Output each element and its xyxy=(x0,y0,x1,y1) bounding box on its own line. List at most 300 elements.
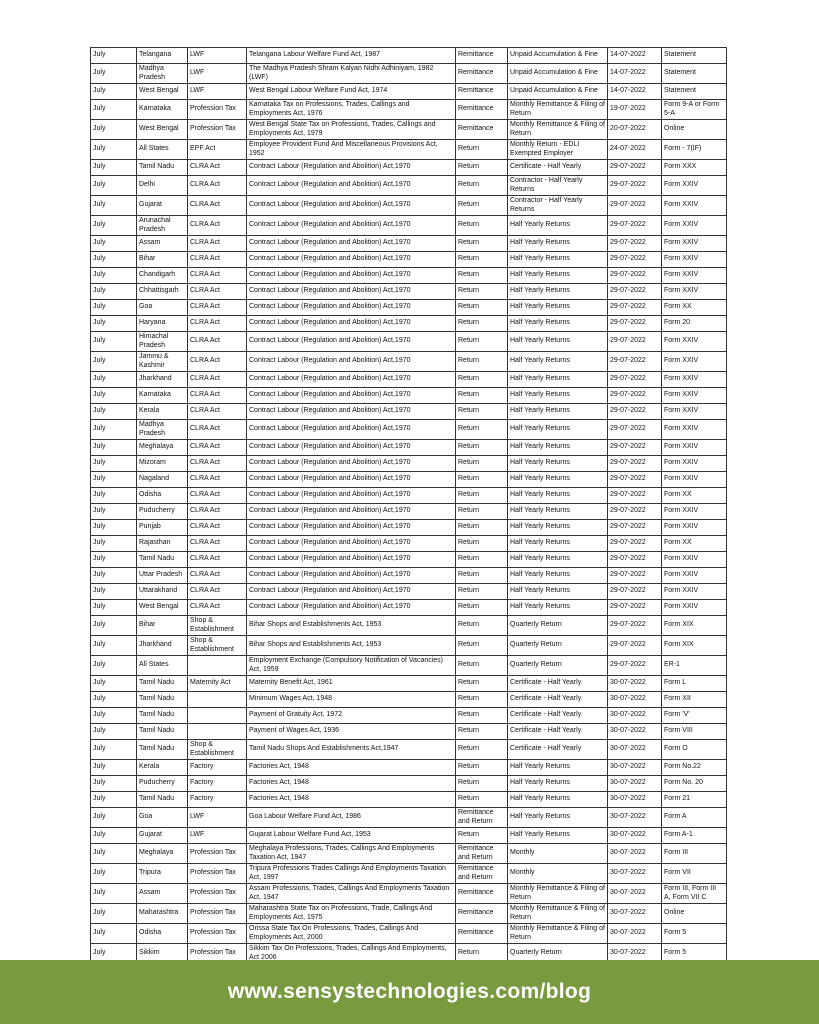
cell-act_category: Profession Tax xyxy=(188,924,247,944)
cell-compliance_type: Return xyxy=(456,520,508,536)
cell-act_category: CLRA Act xyxy=(188,420,247,440)
cell-act_name: Employment Exchange (Compulsory Notification of Vacancies) Act, 1959 xyxy=(247,656,456,676)
cell-act_name: Employee Provident Fund And Miscellaneous Provisions Act, 1952 xyxy=(247,140,456,160)
cell-description: Half Yearly Returns xyxy=(508,216,608,236)
cell-compliance_type: Return xyxy=(456,724,508,740)
cell-description: Contractor - Half Yearly Returns xyxy=(508,176,608,196)
cell-compliance_type: Return xyxy=(456,352,508,372)
cell-state: West Bengal xyxy=(137,120,188,140)
cell-state: Rajasthan xyxy=(137,536,188,552)
cell-act_category: Shop & Establishment xyxy=(188,740,247,760)
table-row xyxy=(91,656,727,676)
cell-description: Monthly Remittance & Filing of Return xyxy=(508,904,608,924)
cell-month: July xyxy=(91,904,137,924)
cell-month: July xyxy=(91,504,137,520)
cell-description: Quarterly Return xyxy=(508,656,608,676)
cell-due_date: 30-07-2022 xyxy=(608,924,662,944)
cell-month: July xyxy=(91,300,137,316)
cell-compliance_type: Return xyxy=(456,160,508,176)
cell-act_name: Contract Labour (Regulation and Abolition) Act,1970 xyxy=(247,196,456,216)
cell-compliance_type: Return xyxy=(456,488,508,504)
cell-compliance_type: Return xyxy=(456,268,508,284)
cell-form: Form A-1 xyxy=(662,828,727,844)
cell-state: Mizoram xyxy=(137,456,188,472)
cell-description: Quarterly Return xyxy=(508,616,608,636)
cell-act_name: Contract Labour (Regulation and Abolition) Act,1970 xyxy=(247,300,456,316)
table-row xyxy=(91,332,727,352)
cell-state: Jharkhand xyxy=(137,372,188,388)
cell-description: Half Yearly Returns xyxy=(508,568,608,584)
cell-description: Monthly xyxy=(508,864,608,884)
cell-act_category: Profession Tax xyxy=(188,844,247,864)
cell-act_category: CLRA Act xyxy=(188,352,247,372)
cell-act_category: LWF xyxy=(188,48,247,64)
cell-due_date: 29-07-2022 xyxy=(608,488,662,504)
cell-description: Half Yearly Returns xyxy=(508,828,608,844)
cell-compliance_type: Return xyxy=(456,568,508,584)
cell-compliance_type: Return xyxy=(456,828,508,844)
cell-due_date: 29-07-2022 xyxy=(608,216,662,236)
cell-month: July xyxy=(91,828,137,844)
cell-act_category: Factory xyxy=(188,760,247,776)
cell-state: Tamil Nadu xyxy=(137,740,188,760)
cell-due_date: 29-07-2022 xyxy=(608,656,662,676)
cell-description: Unpaid Accumulation & Fine xyxy=(508,64,608,84)
cell-compliance_type: Return xyxy=(456,140,508,160)
table-row xyxy=(91,708,727,724)
cell-state: All States xyxy=(137,656,188,676)
table-row xyxy=(91,616,727,636)
table-row xyxy=(91,216,727,236)
cell-compliance_type: Remittance xyxy=(456,904,508,924)
cell-form: Form XXIV xyxy=(662,216,727,236)
cell-act_category: Factory xyxy=(188,792,247,808)
cell-act_category: CLRA Act xyxy=(188,440,247,456)
cell-act_category xyxy=(188,692,247,708)
cell-due_date: 29-07-2022 xyxy=(608,196,662,216)
cell-due_date: 29-07-2022 xyxy=(608,404,662,420)
cell-compliance_type: Remittance xyxy=(456,884,508,904)
cell-form: Form - 7(IF) xyxy=(662,140,727,160)
cell-act_name: Maharashtra State Tax on Professions, Trade, Callings And Employments Act, 1975 xyxy=(247,904,456,924)
cell-act_name: Contract Labour (Regulation and Abolition) Act,1970 xyxy=(247,552,456,568)
cell-act_category: Profession Tax xyxy=(188,884,247,904)
cell-state: Nagaland xyxy=(137,472,188,488)
cell-compliance_type: Return xyxy=(456,552,508,568)
cell-state: Tamil Nadu xyxy=(137,552,188,568)
table-row xyxy=(91,520,727,536)
cell-act_name: The Madhya Pradesh Shram Kalyan Nidhi Adhiniyam, 1982 (LWF) xyxy=(247,64,456,84)
table-row xyxy=(91,100,727,120)
cell-description: Half Yearly Returns xyxy=(508,808,608,828)
cell-act_category: Shop & Establishment xyxy=(188,616,247,636)
cell-state: Karnataka xyxy=(137,100,188,120)
cell-month: July xyxy=(91,520,137,536)
table-row xyxy=(91,64,727,84)
cell-state: Jammu & Kashmir xyxy=(137,352,188,372)
cell-form: Form 21 xyxy=(662,792,727,808)
cell-state: Punjab xyxy=(137,520,188,536)
cell-form: Form XXIV xyxy=(662,252,727,268)
cell-month: July xyxy=(91,584,137,600)
table-row xyxy=(91,84,727,100)
cell-act_category: CLRA Act xyxy=(188,520,247,536)
cell-state: Tamil Nadu xyxy=(137,792,188,808)
cell-description: Half Yearly Returns xyxy=(508,440,608,456)
cell-act_category: Profession Tax xyxy=(188,904,247,924)
cell-act_category: Profession Tax xyxy=(188,944,247,964)
cell-compliance_type: Return xyxy=(456,216,508,236)
table-row xyxy=(91,884,727,904)
cell-act_category: CLRA Act xyxy=(188,600,247,616)
cell-form: Form XX xyxy=(662,488,727,504)
cell-state: Sikkim xyxy=(137,944,188,964)
cell-compliance_type: Return xyxy=(456,404,508,420)
cell-act_name: Tamil Nadu Shops And Establishments Act,1947 xyxy=(247,740,456,760)
table-row xyxy=(91,456,727,472)
cell-description: Monthly Return - EDLI Exempted Employer xyxy=(508,140,608,160)
cell-compliance_type: Remittance xyxy=(456,120,508,140)
cell-due_date: 29-07-2022 xyxy=(608,636,662,656)
cell-compliance_type: Remittance xyxy=(456,64,508,84)
cell-form: Form No. 20 xyxy=(662,776,727,792)
cell-month: July xyxy=(91,252,137,268)
cell-act_category: CLRA Act xyxy=(188,584,247,600)
cell-state: Tamil Nadu xyxy=(137,676,188,692)
cell-description: Half Yearly Returns xyxy=(508,316,608,332)
cell-due_date: 30-07-2022 xyxy=(608,904,662,924)
cell-act_name: Factories Act, 1948 xyxy=(247,760,456,776)
cell-description: Monthly Remittance & Filing of Return xyxy=(508,100,608,120)
cell-state: Himachal Pradesh xyxy=(137,332,188,352)
cell-compliance_type: Return xyxy=(456,316,508,332)
cell-state: Meghalaya xyxy=(137,440,188,456)
cell-due_date: 30-07-2022 xyxy=(608,676,662,692)
cell-act_name: Meghalaya Professions, Trades, Callings And Employments Taxation Act, 1947 xyxy=(247,844,456,864)
cell-month: July xyxy=(91,48,137,64)
cell-form: Form XXIV xyxy=(662,236,727,252)
cell-compliance_type: Return xyxy=(456,300,508,316)
cell-compliance_type: Return xyxy=(456,760,508,776)
cell-due_date: 30-07-2022 xyxy=(608,692,662,708)
cell-act_name: Contract Labour (Regulation and Abolition) Act,1970 xyxy=(247,252,456,268)
cell-month: July xyxy=(91,352,137,372)
cell-state: Karnataka xyxy=(137,388,188,404)
cell-due_date: 29-07-2022 xyxy=(608,160,662,176)
cell-form: Form 5 xyxy=(662,924,727,944)
cell-state: Telangana xyxy=(137,48,188,64)
table-row xyxy=(91,236,727,252)
cell-month: July xyxy=(91,708,137,724)
cell-compliance_type: Return xyxy=(456,600,508,616)
cell-description: Half Yearly Returns xyxy=(508,456,608,472)
cell-act_name: Contract Labour (Regulation and Abolition) Act,1970 xyxy=(247,420,456,440)
cell-form: Statement xyxy=(662,84,727,100)
cell-state: Tamil Nadu xyxy=(137,724,188,740)
cell-state: Odisha xyxy=(137,488,188,504)
cell-state: Gujarat xyxy=(137,828,188,844)
table-row xyxy=(91,724,727,740)
table-row xyxy=(91,740,727,760)
cell-state: Assam xyxy=(137,236,188,252)
cell-state: Arunachal Pradesh xyxy=(137,216,188,236)
cell-description: Half Yearly Returns xyxy=(508,268,608,284)
cell-compliance_type: Return xyxy=(456,692,508,708)
cell-month: July xyxy=(91,740,137,760)
cell-state: Delhi xyxy=(137,176,188,196)
cell-form: Form III, Form III A, Form VII C xyxy=(662,884,727,904)
cell-form: Form 'V' xyxy=(662,708,727,724)
cell-due_date: 29-07-2022 xyxy=(608,316,662,332)
table-row xyxy=(91,552,727,568)
cell-state: West Bengal xyxy=(137,84,188,100)
cell-compliance_type: Return xyxy=(456,440,508,456)
cell-due_date: 30-07-2022 xyxy=(608,944,662,964)
cell-state: Meghalaya xyxy=(137,844,188,864)
cell-act_category: Maternity Act xyxy=(188,676,247,692)
cell-compliance_type: Remittance xyxy=(456,924,508,944)
cell-state: All States xyxy=(137,140,188,160)
cell-act_name: Contract Labour (Regulation and Abolition) Act,1970 xyxy=(247,316,456,332)
cell-compliance_type: Return xyxy=(456,708,508,724)
cell-act_category: LWF xyxy=(188,64,247,84)
cell-form: Form XXIV xyxy=(662,352,727,372)
cell-act_category: CLRA Act xyxy=(188,404,247,420)
cell-act_name: Minimum Wages Act, 1948 xyxy=(247,692,456,708)
cell-month: July xyxy=(91,100,137,120)
cell-description: Half Yearly Returns xyxy=(508,236,608,252)
cell-form: Form O xyxy=(662,740,727,760)
cell-form: Form XXX xyxy=(662,160,727,176)
cell-act_category: LWF xyxy=(188,84,247,100)
cell-form: Form 5 xyxy=(662,944,727,964)
cell-description: Quarterly Return xyxy=(508,636,608,656)
cell-act_category: CLRA Act xyxy=(188,160,247,176)
table-row xyxy=(91,760,727,776)
cell-month: July xyxy=(91,196,137,216)
cell-compliance_type: Remittance and Return xyxy=(456,808,508,828)
table-row xyxy=(91,268,727,284)
cell-month: July xyxy=(91,488,137,504)
cell-description: Half Yearly Returns xyxy=(508,404,608,420)
cell-act_category: CLRA Act xyxy=(188,332,247,352)
cell-month: July xyxy=(91,284,137,300)
cell-description: Half Yearly Returns xyxy=(508,388,608,404)
table-row xyxy=(91,776,727,792)
table-row xyxy=(91,792,727,808)
cell-form: Form XXIV xyxy=(662,404,727,420)
cell-act_name: Contract Labour (Regulation and Abolition) Act,1970 xyxy=(247,284,456,300)
cell-form: Form XXIV xyxy=(662,196,727,216)
cell-month: July xyxy=(91,176,137,196)
cell-month: July xyxy=(91,616,137,636)
cell-act_name: Gujarat Labour Welfare Fund Act, 1953 xyxy=(247,828,456,844)
cell-form: Form XIX xyxy=(662,616,727,636)
cell-due_date: 30-07-2022 xyxy=(608,792,662,808)
cell-act_name: West Bengal State Tax on Professions, Trades, Callings and Employments Act, 1979 xyxy=(247,120,456,140)
cell-form: Statement xyxy=(662,64,727,84)
cell-description: Half Yearly Returns xyxy=(508,420,608,440)
cell-form: Form XXIV xyxy=(662,388,727,404)
cell-form: Form XX xyxy=(662,300,727,316)
table-row xyxy=(91,440,727,456)
cell-month: July xyxy=(91,724,137,740)
cell-month: July xyxy=(91,316,137,332)
cell-compliance_type: Return xyxy=(456,584,508,600)
cell-due_date: 29-07-2022 xyxy=(608,600,662,616)
cell-description: Half Yearly Returns xyxy=(508,776,608,792)
cell-act_category: LWF xyxy=(188,828,247,844)
cell-description: Half Yearly Returns xyxy=(508,488,608,504)
table-row xyxy=(91,140,727,160)
cell-month: July xyxy=(91,864,137,884)
cell-form: Form XXIV xyxy=(662,584,727,600)
cell-act_category: CLRA Act xyxy=(188,488,247,504)
cell-due_date: 30-07-2022 xyxy=(608,808,662,828)
cell-month: July xyxy=(91,160,137,176)
cell-form: Form XXIV xyxy=(662,440,727,456)
cell-month: July xyxy=(91,372,137,388)
cell-act_category: CLRA Act xyxy=(188,552,247,568)
cell-month: July xyxy=(91,568,137,584)
cell-due_date: 29-07-2022 xyxy=(608,388,662,404)
cell-form: Form XXIV xyxy=(662,456,727,472)
cell-act_name: Sikkim Tax On Professions, Trades, Callings And Employments, Act 2006 xyxy=(247,944,456,964)
cell-due_date: 29-07-2022 xyxy=(608,504,662,520)
cell-compliance_type: Return xyxy=(456,792,508,808)
cell-description: Half Yearly Returns xyxy=(508,372,608,388)
cell-month: July xyxy=(91,844,137,864)
table-row xyxy=(91,160,727,176)
table-row xyxy=(91,252,727,268)
table-row xyxy=(91,504,727,520)
cell-description: Certificate - Half Yearly xyxy=(508,692,608,708)
cell-state: Haryana xyxy=(137,316,188,332)
cell-compliance_type: Return xyxy=(456,388,508,404)
cell-act_name: Contract Labour (Regulation and Abolition) Act,1970 xyxy=(247,388,456,404)
cell-compliance_type: Return xyxy=(456,196,508,216)
cell-compliance_type: Return xyxy=(456,504,508,520)
cell-description: Unpaid Accumulation & Fine xyxy=(508,48,608,64)
cell-state: Chhattisgarh xyxy=(137,284,188,300)
cell-state: Chandigarh xyxy=(137,268,188,284)
cell-month: July xyxy=(91,456,137,472)
cell-form: Form XXIV xyxy=(662,552,727,568)
cell-form: Form XXIV xyxy=(662,504,727,520)
cell-state: Kerala xyxy=(137,760,188,776)
cell-form: Form L xyxy=(662,676,727,692)
cell-description: Certificate - Half Yearly xyxy=(508,160,608,176)
cell-form: Form XXIV xyxy=(662,600,727,616)
cell-month: July xyxy=(91,332,137,352)
cell-month: July xyxy=(91,420,137,440)
cell-act_category: CLRA Act xyxy=(188,456,247,472)
cell-state: Bihar xyxy=(137,252,188,268)
table-row xyxy=(91,388,727,404)
cell-act_name: Contract Labour (Regulation and Abolition) Act,1970 xyxy=(247,176,456,196)
table-row xyxy=(91,352,727,372)
cell-form: Form XXIV xyxy=(662,284,727,300)
cell-form: ER-1 xyxy=(662,656,727,676)
cell-due_date: 29-07-2022 xyxy=(608,568,662,584)
cell-state: Puducherry xyxy=(137,776,188,792)
table-row xyxy=(91,864,727,884)
cell-act_name: Contract Labour (Regulation and Abolition) Act,1970 xyxy=(247,472,456,488)
cell-state: Tripura xyxy=(137,864,188,884)
cell-month: July xyxy=(91,692,137,708)
cell-act_name: Contract Labour (Regulation and Abolition) Act,1970 xyxy=(247,488,456,504)
cell-description: Quarterly Return xyxy=(508,944,608,964)
cell-state: Odisha xyxy=(137,924,188,944)
cell-due_date: 29-07-2022 xyxy=(608,300,662,316)
cell-state: Madhya Pradesh xyxy=(137,64,188,84)
table-row xyxy=(91,196,727,216)
cell-form: Form XXIV xyxy=(662,176,727,196)
cell-act_name: West Bengal Labour Welfare Fund Act, 1974 xyxy=(247,84,456,100)
cell-description: Half Yearly Returns xyxy=(508,332,608,352)
cell-act_name: Contract Labour (Regulation and Abolition) Act,1970 xyxy=(247,332,456,352)
cell-act_name: Contract Labour (Regulation and Abolition) Act,1970 xyxy=(247,504,456,520)
cell-due_date: 30-07-2022 xyxy=(608,844,662,864)
cell-month: July xyxy=(91,236,137,252)
cell-compliance_type: Return xyxy=(456,616,508,636)
cell-form: Form XXIV xyxy=(662,268,727,284)
cell-form: Form 9-A or Form 5-A xyxy=(662,100,727,120)
cell-compliance_type: Return xyxy=(456,252,508,268)
table-row xyxy=(91,284,727,300)
cell-act_category xyxy=(188,724,247,740)
cell-act_category: CLRA Act xyxy=(188,196,247,216)
cell-form: Form A xyxy=(662,808,727,828)
cell-description: Half Yearly Returns xyxy=(508,252,608,268)
cell-form: Form No.22 xyxy=(662,760,727,776)
cell-due_date: 29-07-2022 xyxy=(608,472,662,488)
cell-description: Half Yearly Returns xyxy=(508,300,608,316)
cell-act_category: Profession Tax xyxy=(188,100,247,120)
cell-due_date: 29-07-2022 xyxy=(608,520,662,536)
table-row xyxy=(91,600,727,616)
cell-act_name: Factories Act, 1948 xyxy=(247,792,456,808)
cell-month: July xyxy=(91,656,137,676)
cell-description: Monthly Remittance & Filing of Return xyxy=(508,924,608,944)
table-row xyxy=(91,584,727,600)
cell-due_date: 29-07-2022 xyxy=(608,616,662,636)
cell-state: Gujarat xyxy=(137,196,188,216)
cell-state: Tamil Nadu xyxy=(137,708,188,724)
cell-due_date: 29-07-2022 xyxy=(608,352,662,372)
cell-state: Madhya Pradesh xyxy=(137,420,188,440)
cell-due_date: 29-07-2022 xyxy=(608,552,662,568)
cell-compliance_type: Return xyxy=(456,332,508,352)
cell-act_name: Telangana Labour Welfare Fund Act, 1987 xyxy=(247,48,456,64)
blog-url[interactable]: www.sensystechnologies.com/blog xyxy=(227,980,592,1003)
cell-month: July xyxy=(91,676,137,692)
cell-due_date: 29-07-2022 xyxy=(608,284,662,300)
cell-month: July xyxy=(91,760,137,776)
cell-due_date: 29-07-2022 xyxy=(608,584,662,600)
cell-month: July xyxy=(91,84,137,100)
cell-month: July xyxy=(91,924,137,944)
cell-form: Form XXIV xyxy=(662,420,727,440)
cell-form: Form 20 xyxy=(662,316,727,332)
cell-act_category: CLRA Act xyxy=(188,536,247,552)
cell-act_category: CLRA Act xyxy=(188,236,247,252)
cell-month: July xyxy=(91,884,137,904)
cell-compliance_type: Return xyxy=(456,372,508,388)
cell-due_date: 30-07-2022 xyxy=(608,828,662,844)
cell-form: Online xyxy=(662,904,727,924)
cell-compliance_type: Return xyxy=(456,472,508,488)
